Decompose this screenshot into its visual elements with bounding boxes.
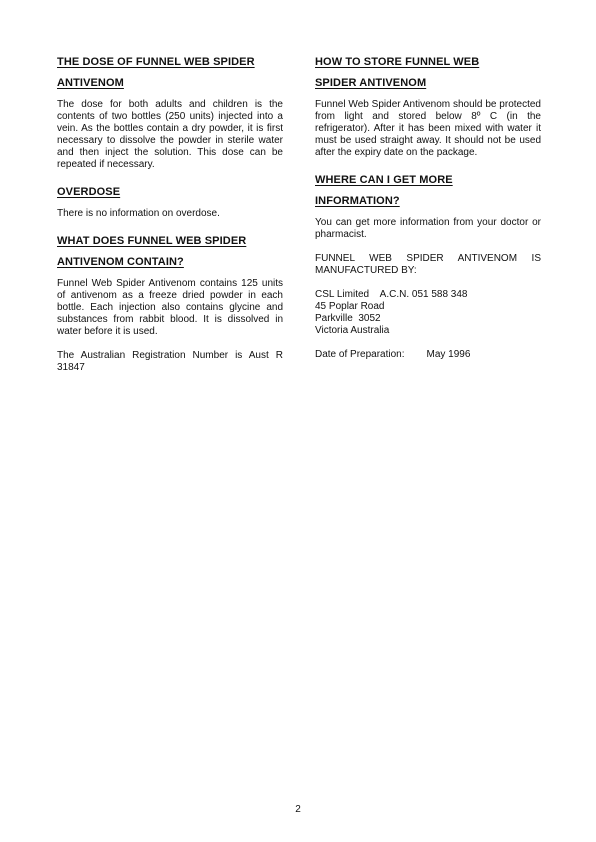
dose-heading-line2: ANTIVENOM [57, 77, 124, 89]
storage-body: Funnel Web Spider Antivenom should be protected from light and stored below 8º C (in the refrigerator). After it has been mixed with water it must be used straight away. It should not be used after the expiry date on the package. [315, 99, 541, 158]
storage-heading-line1: HOW TO STORE FUNNEL WEB [315, 56, 480, 68]
contents-heading-line2: ANTIVENOM CONTAIN? [57, 256, 184, 268]
contents-body: Funnel Web Spider Antivenom contains 125 units of antivenom as a freeze dried powder in each bottle. Each injection also contains glycine and substances from rabbit blood. It is dissolved in water before it is used. [57, 278, 283, 337]
contents-heading [57, 231, 283, 273]
preparation-label: Date of Preparation: [315, 349, 405, 360]
manufacturer-name: CSL Limited A.C.N. 051 588 348 [315, 289, 468, 300]
manufacturer-intro: FUNNEL WEB SPIDER ANTIVENOM IS MANUFACTURED BY: [315, 253, 541, 276]
manufacturer-state: Victoria Australia [315, 325, 390, 336]
dose-heading [57, 52, 283, 94]
overdose-body: There is no information on overdose. [57, 208, 220, 219]
dose-body: The dose for both adults and children is the contents of two bottles (250 units) injected into a vein. As the bottles contain a dry powder, it is first necessary to dissolve the powder in sterile water and then inject the solution. This dose can be repeated if necessary. [57, 99, 283, 170]
page-number: 2 [295, 804, 301, 815]
more-info-heading-line2: INFORMATION? [315, 195, 400, 207]
dose-heading-line1: THE DOSE OF FUNNEL WEB SPIDER [57, 56, 255, 68]
manufacturer-address [315, 289, 541, 337]
overdose-heading: OVERDOSE [57, 186, 121, 198]
manufacturer-suburb: Parkville 3052 [315, 313, 381, 324]
storage-heading-line2: SPIDER ANTIVENOM [315, 77, 427, 89]
registration-text: The Australian Registration Number is Aust R 31847 [57, 350, 283, 373]
preparation-date [315, 349, 541, 361]
more-info-heading-line1: WHERE CAN I GET MORE [315, 174, 453, 186]
storage-heading [315, 52, 541, 94]
more-info-body: You can get more information from your doctor or pharmacist. [315, 217, 541, 240]
more-info-heading [315, 170, 541, 212]
manufacturer-street: 45 Poplar Road [315, 301, 385, 312]
contents-heading-line1: WHAT DOES FUNNEL WEB SPIDER [57, 235, 247, 247]
left-column [57, 52, 283, 374]
right-column [315, 52, 541, 361]
preparation-value: May 1996 [426, 349, 471, 360]
